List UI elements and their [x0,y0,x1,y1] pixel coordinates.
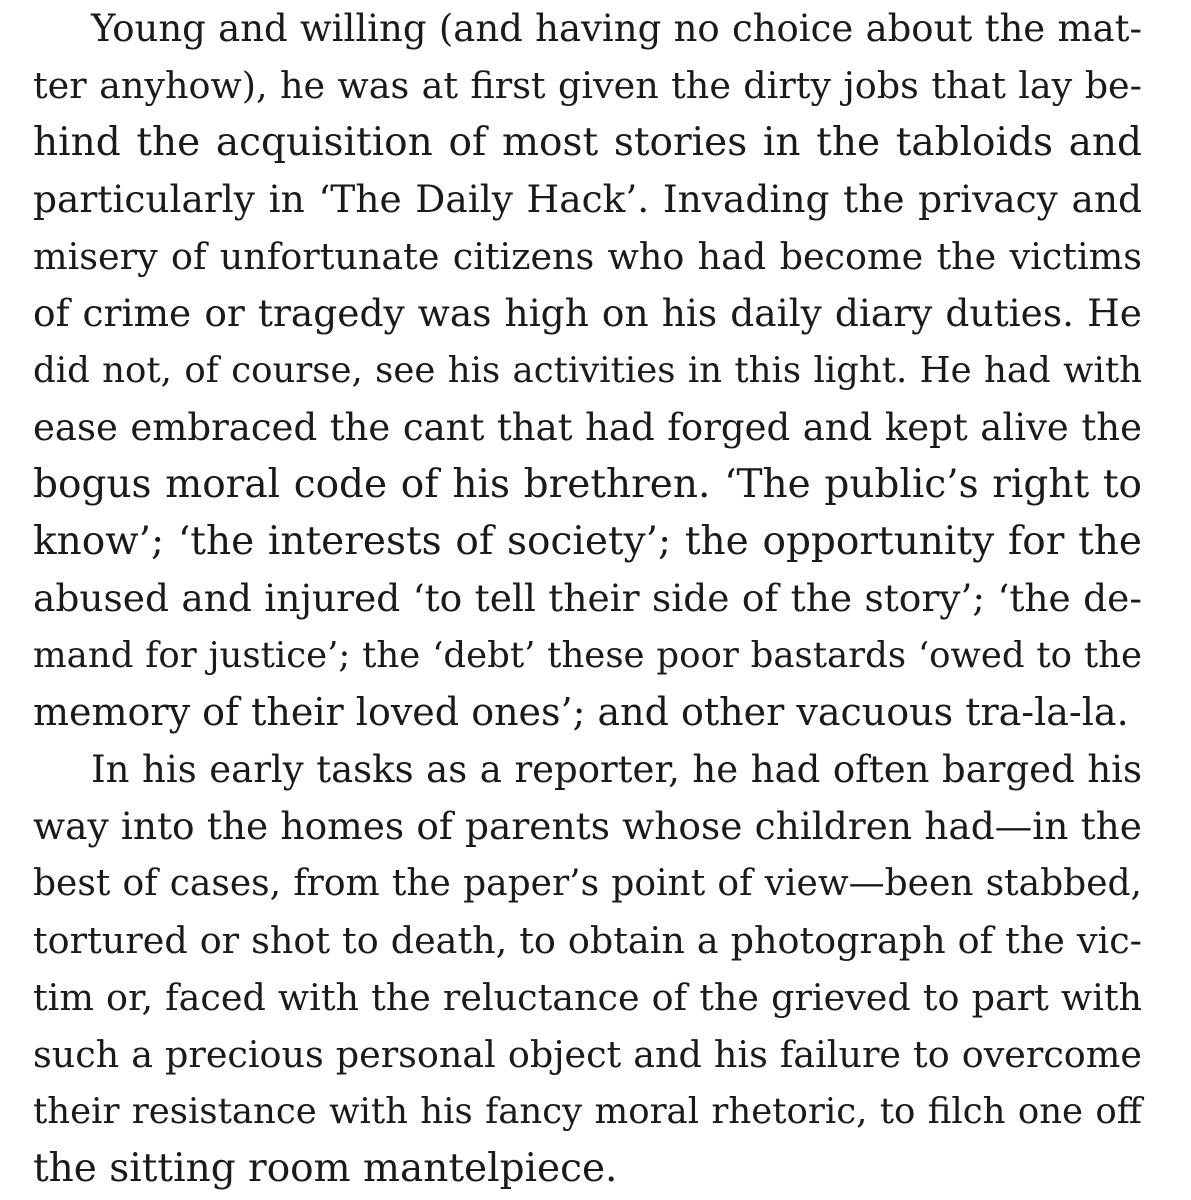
text-line: ter anyhow), he was at first given the dirty jobs that lay be- [33,64,1142,107]
text-line: particularly in ‘The Daily Hack’. Invading the privacy and [33,177,1142,221]
text-line: ease embraced the cant that had forged and kept alive the [33,406,1142,449]
text-line: such a precious personal object and his failure to overcome [33,1033,1142,1076]
book-page [33,0,1142,1200]
text-line: In his early tasks as a reporter, he had often barged his [91,748,1142,791]
text-line: tortured or shot to death, to obtain a photograph of the vic- [33,919,1142,962]
text-line: Young and willing (and having no choice about the mat- [91,7,1142,50]
text-line: of crime or tragedy was high on his daily diary duties. He [33,291,1142,335]
text-line: did not, of course, see his activities in this light. He had with [33,350,1142,391]
text-line: misery of unfortunate citizens who had become the victims [33,235,1142,278]
text-line: mand for justice’; the ‘debt’ these poor bastards ‘owed to the [33,635,1142,676]
text-line: their resistance with his fancy moral rhetoric, to filch one off [33,1091,1142,1132]
text-line: memory of their loved ones’; and other vacuous tra-la-la. [33,690,1129,734]
text-line: tim or, faced with the reluctance of the grieved to part with [33,976,1142,1019]
text-line: abused and injured ‘to tell their side of the story’; ‘the de- [33,576,1142,620]
text-line: best of cases, from the paper’s point of view—been stabbed, [33,863,1142,904]
text-line: hind the acquisition of most stories in the tabloids and [33,120,1142,165]
text-line: bogus moral code of his brethren. ‘The public’s right to [33,462,1142,507]
text-line: way into the homes of parents whose children had—in the [33,804,1142,848]
text-line: know’; ‘the interests of society’; the opportunity for the [33,519,1142,564]
text-line: the sitting room mantelpiece. [33,1146,618,1191]
